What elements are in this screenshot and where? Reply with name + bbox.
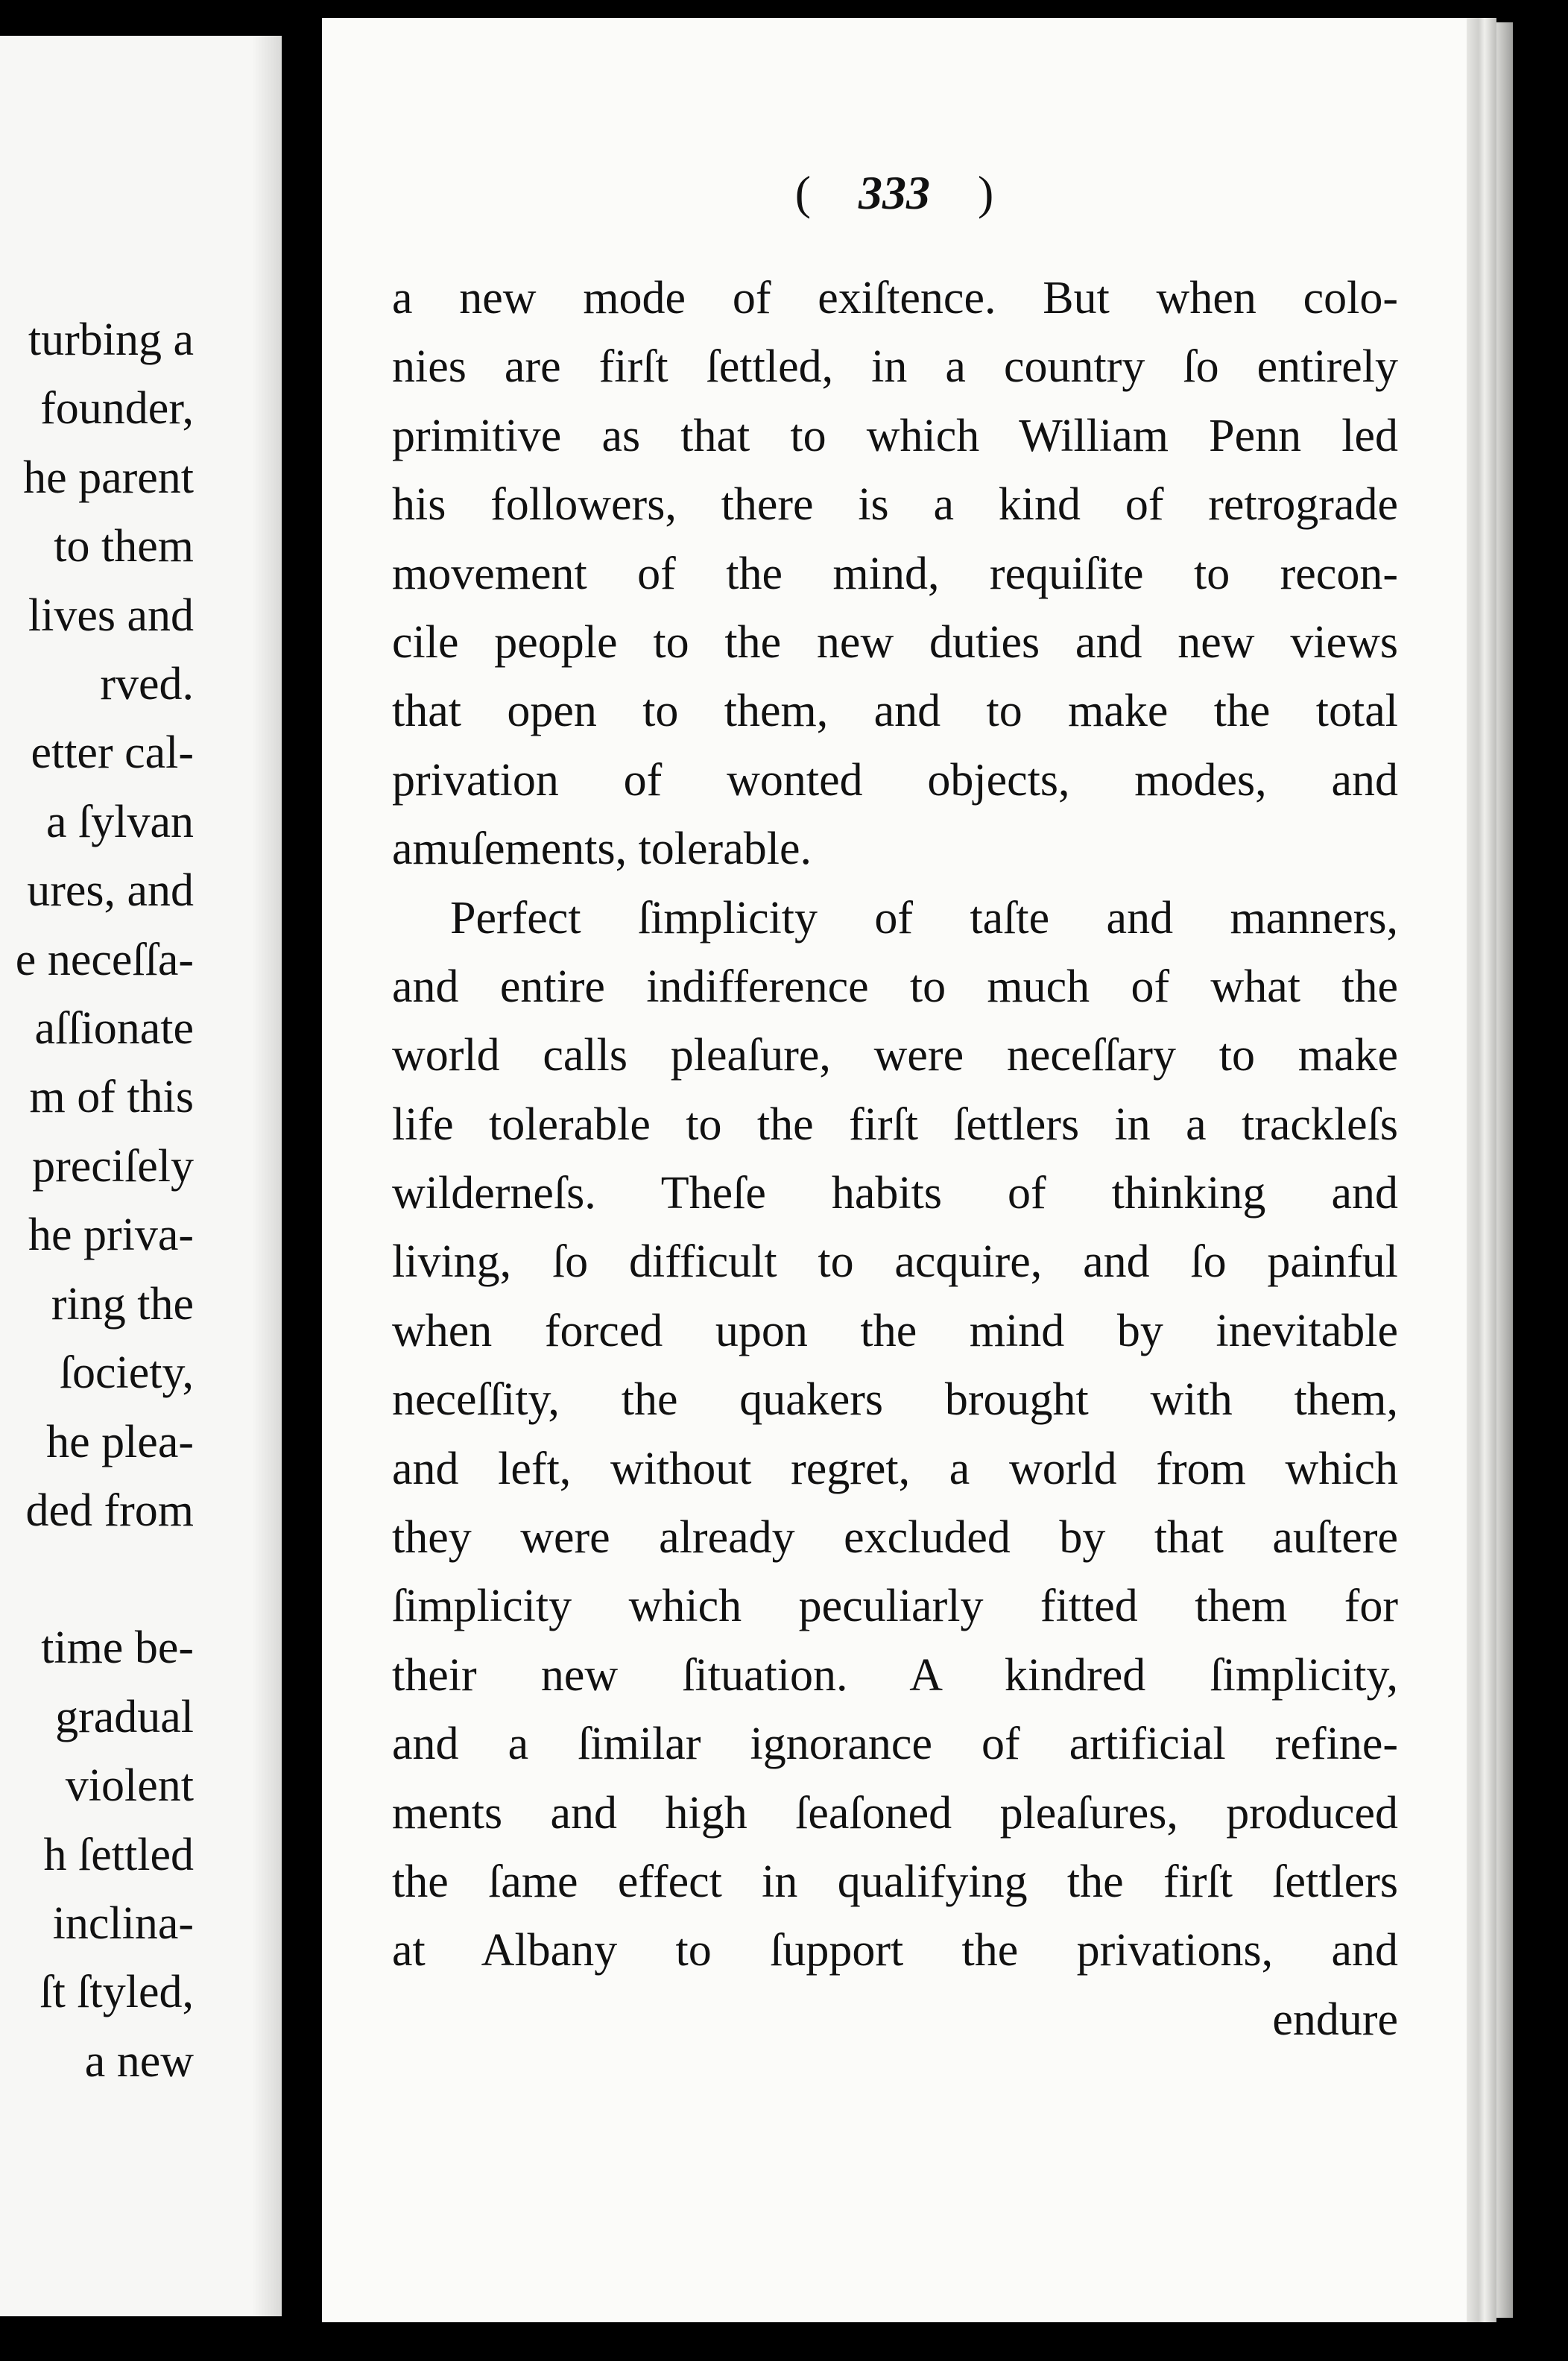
left-page-line: lives and bbox=[28, 590, 194, 641]
text-line: neceſſity, the quakers brought with them, bbox=[392, 1374, 1398, 1426]
left-page-line: to them bbox=[54, 521, 194, 572]
text-line: and entire indifference to much of what the bbox=[392, 961, 1398, 1012]
text-line: wilderneſs. Theſe habits of thinking and bbox=[392, 1168, 1398, 1219]
text-line: ſimplicity which peculiarly fitted them for bbox=[392, 1581, 1398, 1632]
main-page bbox=[322, 18, 1467, 2322]
left-page-line bbox=[0, 1545, 194, 1613]
left-facing-page bbox=[0, 36, 282, 2316]
left-page-line: he priva- bbox=[28, 1210, 194, 1261]
page-edge bbox=[1467, 18, 1496, 2322]
left-page-line: a ſylvan bbox=[46, 796, 194, 847]
text-line: his followers, there is a kind of retrograde bbox=[392, 479, 1398, 531]
text-line: privation of wonted objects, modes, and bbox=[392, 754, 1398, 806]
paragraph-1 bbox=[392, 264, 1398, 884]
text-line: and a ſimilar ignorance of artificial refine- bbox=[392, 1719, 1398, 1770]
page-number: 333 bbox=[859, 166, 930, 219]
text-line: world calls pleaſure, were neceſſary to make bbox=[392, 1030, 1398, 1081]
text-line: amuſements, tolerable. bbox=[392, 824, 812, 875]
left-page-line: h ſettled bbox=[43, 1829, 194, 1880]
catchword: endure bbox=[1272, 1994, 1398, 2045]
text-line: when forced upon the mind by inevitable bbox=[392, 1305, 1398, 1356]
left-page-line: ures, and bbox=[27, 865, 194, 917]
left-page-line: rved. bbox=[100, 659, 194, 710]
text-line: nies are firſt ſettled, in a country ſo entirely bbox=[392, 341, 1398, 393]
left-page-text bbox=[0, 306, 194, 2096]
text-line: their new ſituation. A kindred ſimplicity, bbox=[392, 1649, 1398, 1701]
left-page-line: time be- bbox=[41, 1622, 194, 1674]
text-line: life tolerable to the firſt ſettlers in a trackleſs bbox=[392, 1099, 1398, 1150]
left-page-line: etter cal- bbox=[31, 727, 194, 779]
book-gutter bbox=[282, 22, 323, 2348]
left-page-line: aſſionate bbox=[34, 1003, 194, 1055]
header-open-paren: ( bbox=[794, 166, 811, 219]
text-line: they were already excluded by that auſtere bbox=[392, 1512, 1398, 1564]
left-page-line: ſt ſtyled, bbox=[39, 1967, 194, 2018]
body-text bbox=[392, 264, 1398, 2054]
text-line: cile people to the new duties and new views bbox=[392, 616, 1398, 668]
page-shadow bbox=[252, 36, 282, 2316]
header-close-paren: ) bbox=[978, 166, 994, 219]
left-page-line: inclina- bbox=[52, 1897, 194, 1949]
left-page-line: m of this bbox=[29, 1072, 194, 1123]
text-line: that open to them, and to make the total bbox=[392, 686, 1398, 737]
left-page-line: violent bbox=[65, 1760, 194, 1812]
text-line: and left, without regret, a world from which bbox=[392, 1443, 1398, 1494]
text-line: primitive as that to which William Penn led bbox=[392, 410, 1398, 461]
left-page-line: preciſely bbox=[32, 1140, 194, 1192]
page-header bbox=[322, 165, 1467, 221]
left-page-line: e neceſſa- bbox=[15, 934, 194, 985]
text-line: movement of the mind, requiſite to recon- bbox=[392, 548, 1398, 599]
text-line: Perfect ſimplicity of taſte and manners, bbox=[450, 892, 1398, 944]
text-line: ments and high ſeaſoned pleaſures, produced bbox=[392, 1787, 1398, 1839]
left-page-line: ring the bbox=[51, 1278, 194, 1330]
paragraph-2 bbox=[392, 884, 1398, 1985]
left-page-line: turbing a bbox=[28, 315, 194, 365]
page-edge-stack bbox=[1496, 22, 1513, 2318]
text-line: living, ſo difficult to acquire, and ſo painful bbox=[392, 1236, 1398, 1288]
text-line: a new mode of exiſtence. But when colo- bbox=[392, 273, 1398, 323]
left-page-line: founder, bbox=[40, 383, 194, 434]
left-page-line: ſociety, bbox=[59, 1347, 194, 1399]
text-line: at Albany to ſupport the privations, and bbox=[392, 1925, 1398, 1976]
left-page-line: a new bbox=[84, 2035, 194, 2087]
left-page-line: he parent bbox=[23, 452, 194, 503]
left-page-line: gradual bbox=[55, 1691, 194, 1742]
left-page-line: ded from bbox=[25, 1485, 194, 1536]
left-page-line: he plea- bbox=[46, 1416, 194, 1467]
text-line: the ſame effect in qualifying the firſt ſettlers bbox=[392, 1856, 1398, 1907]
